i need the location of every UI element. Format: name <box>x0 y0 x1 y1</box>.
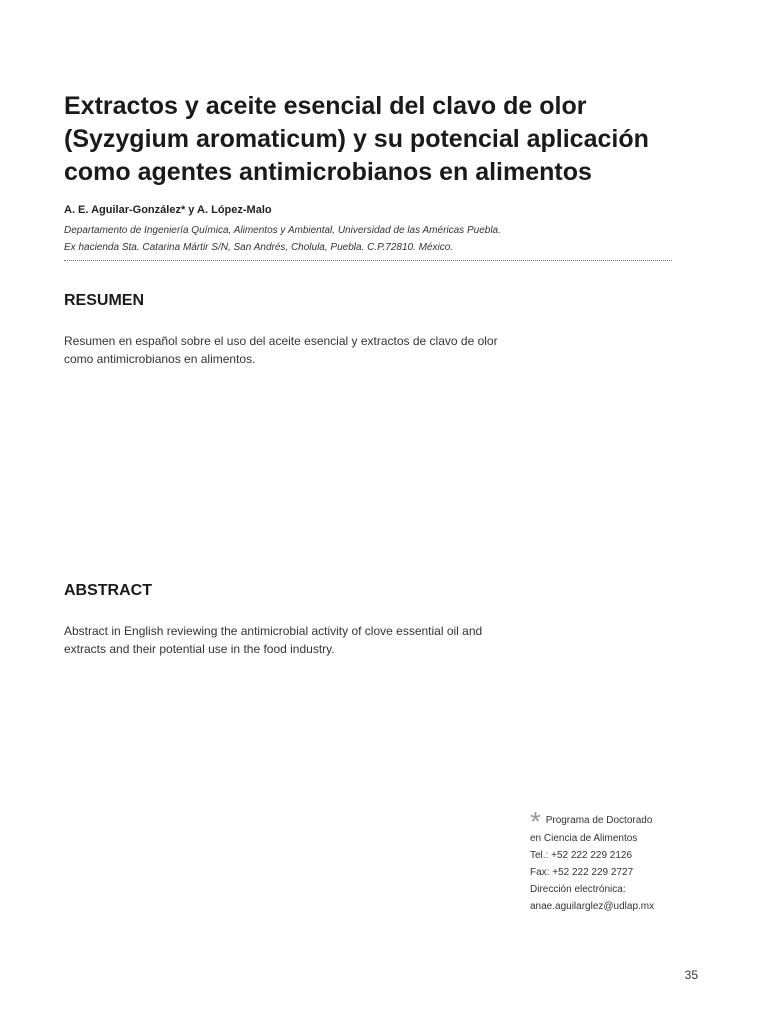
page-number: 35 <box>684 968 698 982</box>
resumen-heading: RESUMEN <box>64 292 145 309</box>
affiliation <box>64 222 501 256</box>
authors: A. E. Aguilar-González* y A. López-Malo <box>64 204 272 216</box>
asterisk-icon: * <box>530 806 541 837</box>
footnote-email-label: Dirección electrónica: <box>530 884 626 895</box>
footnote-line: en Ciencia de Alimentos <box>530 833 638 844</box>
footnote-line: Programa de Doctorado <box>545 815 653 826</box>
abstract-heading: ABSTRACT <box>64 582 152 599</box>
resumen-summary: Resumen en español sobre el uso del aceite esencial y extractos de clavo de olor como antimicrobianos en alimentos. <box>64 334 498 366</box>
footnote-fax: Fax: +52 222 229 2727 <box>530 867 634 878</box>
abstract-summary: Abstract in English reviewing the antimicrobial activity of clove essential oil and extracts and their potential use in the food industry. <box>64 624 483 656</box>
footnote-email: anae.aguilarglez@udlap.mx <box>530 901 655 912</box>
author-footnote <box>530 806 655 915</box>
affiliation-line: Ex hacienda Sta. Catarina Mártir S/N, San Andrés, Cholula, Puebla. C.P.72810. México. <box>64 242 454 253</box>
affiliation-line: Departamento de Ingeniería Química, Alimentos y Ambiental, Universidad de las Américas Puebla. <box>64 225 501 236</box>
article-title: Extractos y aceite esencial del clavo de olor (Syzygium aromaticum) y su potencial aplicación como agentes antimicrobianos en alimentos <box>64 92 649 186</box>
footnote-phone: Tel.: +52 222 229 2126 <box>530 850 633 861</box>
dotted-divider <box>64 260 672 261</box>
